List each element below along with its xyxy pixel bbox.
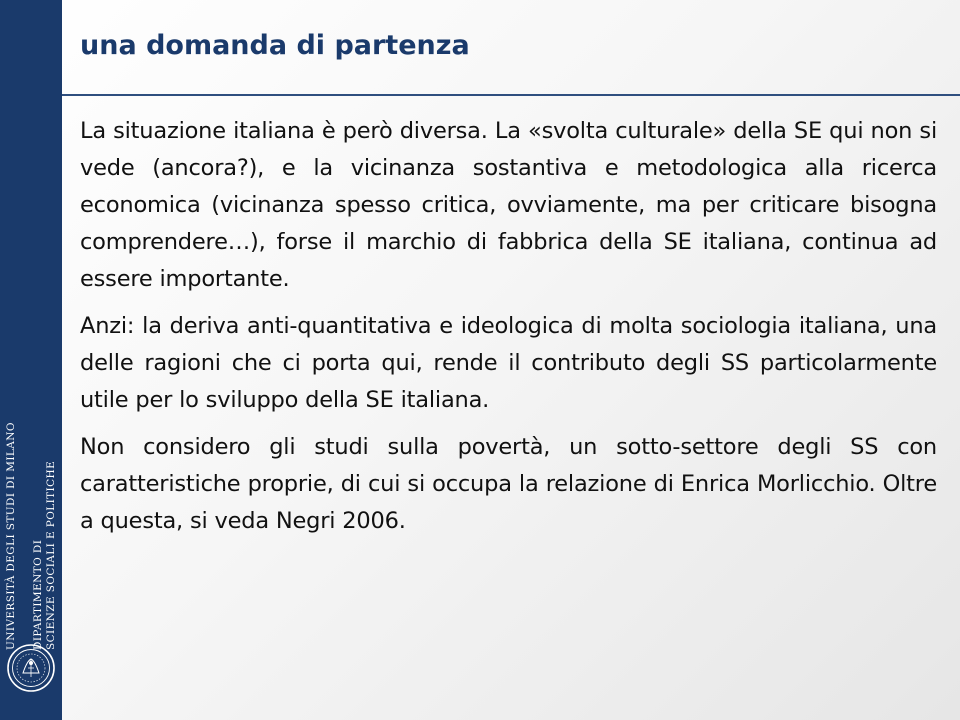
slide-content <box>80 113 937 550</box>
department-line-1: DIPARTIMENTO DI <box>31 539 44 650</box>
department-line-2: SCIENZE SOCIALI E POLITICHE <box>44 460 57 650</box>
title-divider <box>62 94 960 96</box>
department-name <box>32 390 58 650</box>
university-name: UNIVERSITÀ DEGLI STUDI DI MILANO <box>4 422 17 650</box>
paragraph-3: Non considero gli studi sulla povertà, un sotto-settore degli SS con caratteristiche proprie, di cui si occupa la relazione di Enrica Morlicchio. Oltre a questa, si veda Negri 2006. <box>80 434 937 534</box>
paragraph-1: La situazione italiana è però diversa. La «svolta culturale» della SE qui non si vede (ancora?), e la vicinanza sostantiva e metodologica alla ricerca economica (vicinanza spesso critica, ovviamente, ma per criticare bisogna comprendere…), forse il marchio di fabbrica della SE italiana, continua ad essere importante. <box>80 118 937 292</box>
sidebar-branding <box>4 390 57 650</box>
paragraph-2: Anzi: la deriva anti-quantitativa e ideologica di molta sociologia italiana, una delle ragioni che ci porta qui, rende il contributo degli SS particolarmente utile per lo sviluppo della SE italiana. <box>80 313 937 413</box>
sidebar <box>0 0 62 720</box>
slide-title: una domanda di partenza <box>80 30 470 61</box>
university-seal-icon <box>6 643 56 693</box>
